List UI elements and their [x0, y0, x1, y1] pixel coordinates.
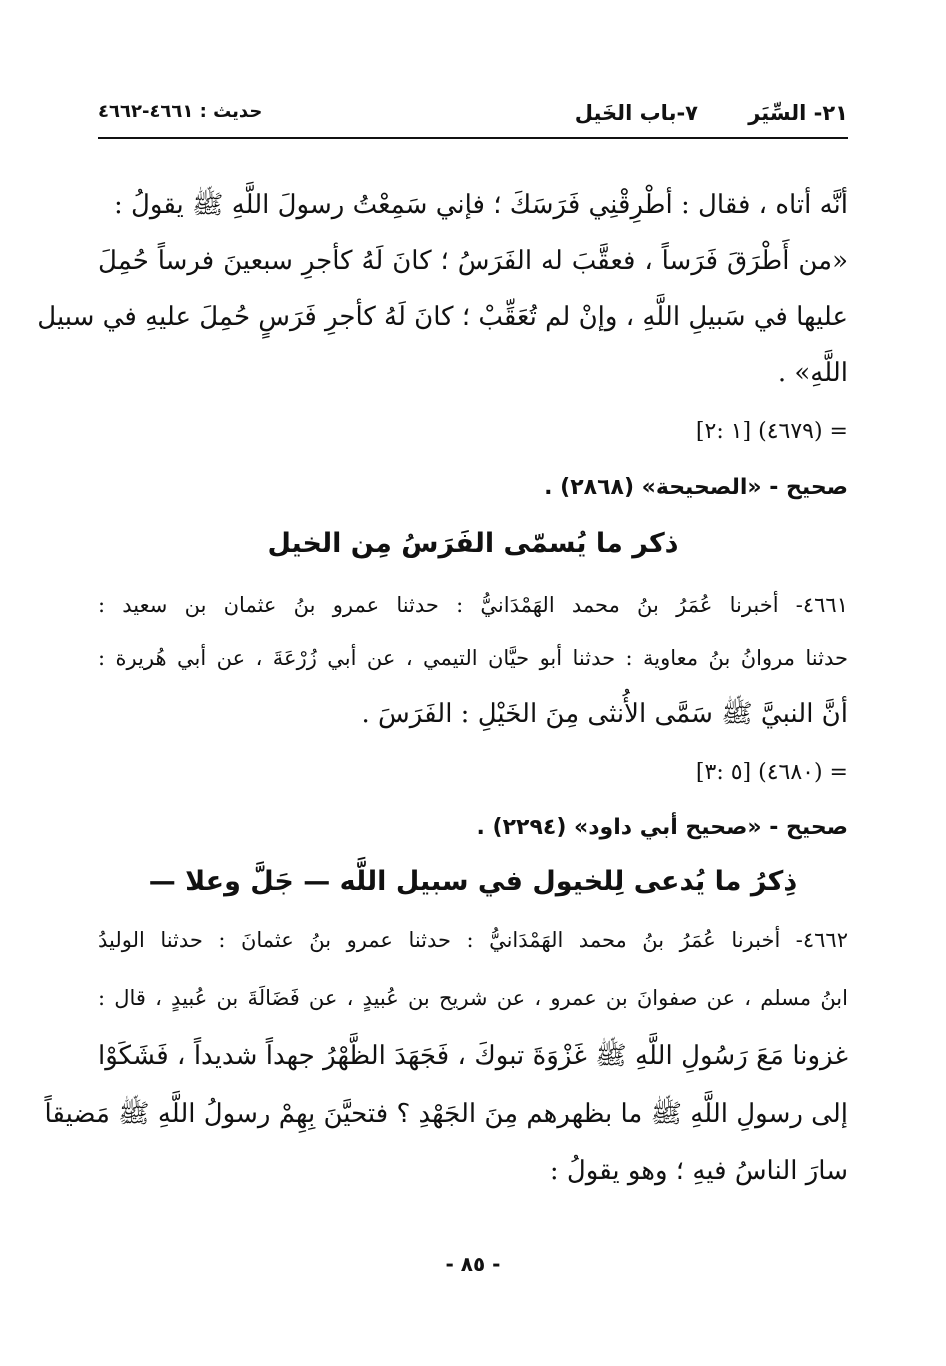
hadith-reference: = (٤٦٨٠) [٥ :٣] — [695, 760, 848, 785]
hadith-chain-line: ٤٦٦١- أخبرنا عُمَرُ بنُ محمد الهَمْدَانيُّ : حدثنا عمرو بنُ عثمان بن سعيد : — [98, 593, 848, 617]
section-heading: ذكر ما يُسمّى الفَرَسُ مِن الخيل — [267, 528, 679, 559]
hadith-text-line: غزونا مَعَ رَسُولِ اللَّهِ ﷺ غَزْوَةَ تبوكَ ، فَجَهَدَ الظَّهْرُ جهداً شديداً ، فَشَكَوْا — [98, 1041, 848, 1071]
hadith-reference: = (٤٦٧٩) [١ :٢] — [695, 419, 848, 444]
hadith-text-line: أنَّ النبيَّ ﷺ سَمَّى الأُنثى مِنَ الخَيْلِ : الفَرَسَ . — [361, 699, 848, 729]
hadith-chain-line: حدثنا مروانُ بنُ معاوية : حدثنا أبو حيَّان التيمي ، عن أبي زُرْعَةَ ، عن أبي هُريرة : — [98, 646, 848, 670]
paragraph-line: اللَّهِ» . — [777, 358, 848, 388]
paragraph-line: عليها في سَبيلِ اللَّهِ ، وإنْ لم تُعَقِّبْ ؛ كانَ لَهُ كأجرِ فَرَسٍ حُمِلَ عليهِ في سبيل — [37, 302, 848, 332]
page-number: - ٨٥ - — [445, 1252, 501, 1276]
hadith-text-line: سارَ الناسُ فيهِ ؛ وهو يقولُ : — [549, 1156, 848, 1186]
header-rule — [98, 137, 848, 139]
paragraph-line: «من أَطْرَقَ فَرَساً ، فعقَّبَ له الفَرَسُ ؛ كانَ لَهُ كأجرِ سبعينَ فرساً حُمِلَ — [98, 246, 848, 276]
header-book-title: ٢١- السِّيَر — [748, 101, 848, 125]
paragraph-line: أنَّه أتاه ، فقال : أطْرِقْنِي فَرَسَكَ ؛ فإني سَمِعْتُ رسولَ اللَّهِ ﷺ يقولُ : — [114, 190, 848, 220]
hadith-chain-line: ٤٦٦٢- أخبرنا عُمَرُ بنُ محمد الهَمْدَانيُّ : حدثنا عمرو بنُ عثمانَ : حدثنا الوليدُ — [98, 928, 848, 952]
hadith-chain-line: ابنُ مسلم ، عن صفوانَ بن عمرو ، عن شريح بن عُبيدٍ ، عن فَضَالَةَ بن عُبيدٍ ، قال : — [98, 986, 848, 1010]
hadith-text-line: إلى رسولِ اللَّهِ ﷺ ما بظهرهم مِنَ الجَهْدِ ؟ فتحيَّنَ بِهِمْ رسولُ اللَّهِ ﷺ مَضيقاً — [44, 1099, 848, 1129]
hadith-grade: صحيح - «صحيح أبي داود» (٢٢٩٤) . — [476, 815, 848, 840]
header-hadith-range: حديث : ٤٦٦١-٤٦٦٢ — [98, 101, 263, 122]
running-header — [98, 95, 848, 131]
header-chapter-title: ٧-باب الخَيل — [574, 101, 698, 125]
section-heading: ذِكرُ ما يُدعى لِلخيول في سبيل اللَّه — جَلَّ وعلا — — [148, 866, 798, 897]
hadith-grade: صحيح - «الصحيحة» (٢٨٦٨) . — [544, 475, 848, 500]
